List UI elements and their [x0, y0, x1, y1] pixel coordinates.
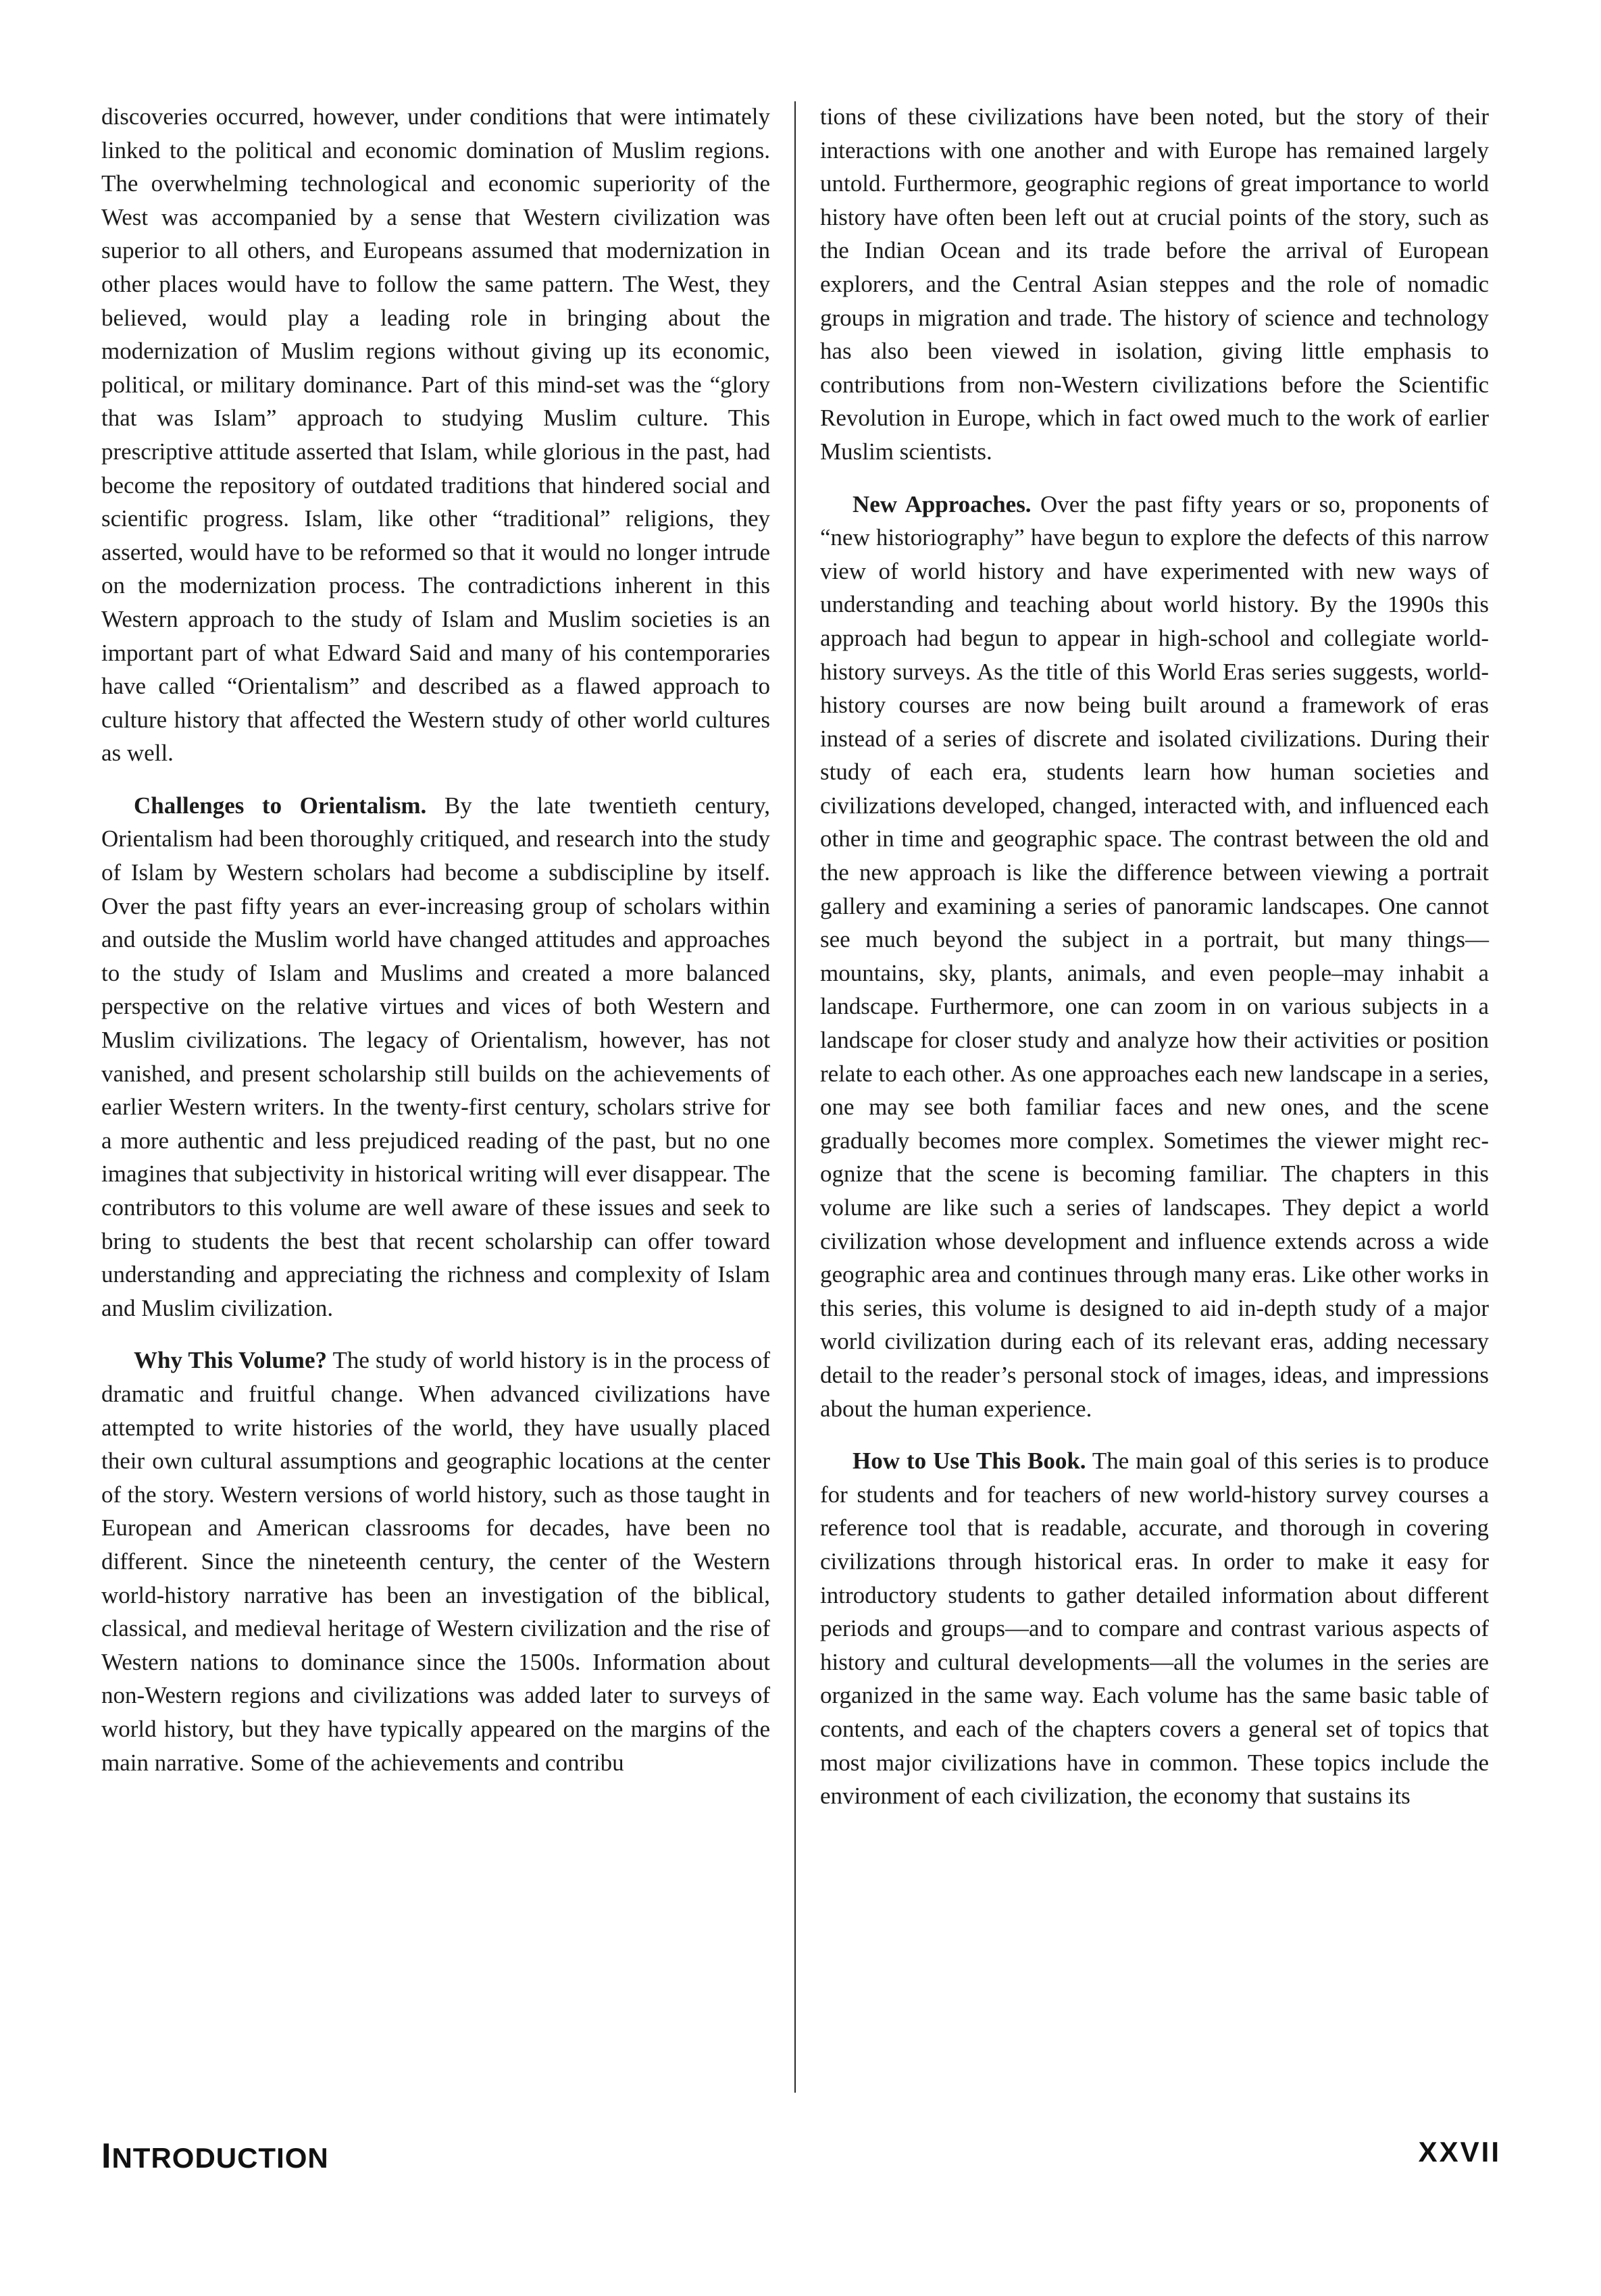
footer-section-rest: NTRODUCTION	[111, 2142, 329, 2174]
heading-challenges-to-orientalism: Challenges to Orientalism.	[134, 792, 427, 819]
column-divider	[794, 101, 796, 2093]
right-paragraph-1: tions of these civilizations have been noted, but the story of their interactions with one another and with Europe has remained largely untold. Furthermore, geographic regions of great importance to world history have often been left out at crucial points of the story, such as the Indian Ocean and its trade before the arrival of European explorers, and the Central Asian steppes and the role of nomadic groups in migration and trade. The history of science and technology has also been viewed in isolation, giving little emphasis to contributions from non-Western civilizations before the Scientific Revolution in Europe, which in fact owed much to the work of earlier Muslim scientists.	[820, 103, 1489, 465]
left-paragraph-1: discoveries occurred, however, under conditions that were intimately linked to the political and economic domination of Muslim regions. The overwhelming technological and economic superiority of the West was accompanied by a sense that Western civilization was superior to all others, and Europeans assumed that modernization in other places would have to follow the same pattern. The West, they believed, would play a leading role in bringing about the modernization of Muslim regions without giving up its economic, political, or military dominance. Part of this mind-set was the “glory that was Islam” approach to studying Muslim culture. This prescriptive attitude asserted that Islam, while glorious in the past, had become the repository of outdated traditions that hindered social and scientific progress. Islam, like other “traditional” religions, they asserted, would have to be reformed so that it would no longer intrude on the modernization process. The contradictions inherent in this Western approach to the study of Islam and Muslim societies is an important part of what Edward Said and many of his contemporaries have called “Orientalism” and described as a flawed approach to culture history that affected the Western study of other world cultures as well.	[101, 103, 770, 767]
right-paragraph-2-body: Over the past fifty years or so, proponents of “new historiography” have begun to explore the defects of this narrow view of world history and have experimented with new ways of understanding and teaching about world history. By the 1990s this approach had begun to appear in high-school and collegiate world-history surveys. As the title of this World Eras series suggests, world-history courses are now being built around a framework of eras instead of a series of discrete and isolated civilizations. During their study of each era, students learn how human societies and civilizations developed, changed, interacted with, and influenced each other in time and geographic space. The contrast between the old and the new approach is like the difference between viewing a portrait gallery and examining a series of panoramic landscapes. One cannot see much beyond the subject in a portrait, but many things—mountains, sky, plants, animals, and even people–may inhabit a landscape. Furthermore, one can zoom in on various subjects in a landscape for closer study and analyze how their activities or position relate to each other. As one approaches each new landscape in a series, one may see both familiar faces and new ones, and the scene gradually becomes more complex. Sometimes the viewer might recognize that the scene is becoming familiar. The chapters in this volume are like such a series of landscapes. They depict a world civilization whose development and influence extends across a wide geographic area and continues through many eras. Like other works in this series, this volume is designed to aid in-depth study of a major world civilization during each of its relevant eras, adding necessary detail to the reader’s personal stock of images, ideas, and impressions about the human experience.	[820, 490, 1489, 1422]
right-paragraph-3-body: The main goal of this series is to produce for students and for teachers of new world-history survey courses a reference tool that is readable, accurate, and thorough in covering civilizations through historical eras. In order to make it easy for introductory students to gather detailed information about different periods and groups—and to compare and contrast various aspects of history and cultural developments—all the volumes in the series are organized in the same way. Each volume has the same basic table of contents, and each of the chapters covers a general set of topics that most major civilizations have in common. These topics include the environment of each civilization, the economy that sustains its	[820, 1448, 1489, 1810]
heading-how-to-use-this-book: How to Use This Book.	[853, 1448, 1086, 1475]
page-number: XXVII	[1418, 2136, 1501, 2168]
heading-why-this-volume: Why This Volume?	[134, 1347, 327, 1374]
heading-new-approaches: New Approaches.	[853, 490, 1032, 517]
left-paragraph-2-body: By the late twentieth century, Orientalism had been thoroughly critiqued, and research into the study of Islam by Western scholars had become a subdiscipline by itself. Over the past fifty years an ever-increasing group of scholars within and outside the Muslim world have changed attitudes and approaches to the study of Islam and Muslims and created a more balanced perspective on the relative virtues and vices of both Western and Muslim civilizations. The legacy of Orientalism, however, has not vanished, and present scholarship still builds on the achievements of earlier Western writers. In the twenty-first century, scholars strive for a more authentic and less prejudiced reading of the past, but no one imagines that subjectivity in historical writing will ever disappear. The contributors to this volume are well aware of these issues and seek to bring to students the best that recent scholarship can offer toward understanding and appreciating the richness and complexity of Islam and Muslim civilization.	[101, 792, 770, 1321]
right-paragraph-3	[820, 1444, 1489, 1813]
left-paragraph-3-body: The study of world history is in the process of dramatic and fruitful change. When advanced civilizations have attempted to write histories of the world, they have usually placed their own cultural assumptions and geographic locations at the center of the story. Western versions of world history, such as those taught in European and American classrooms for decades, have been no different. Since the nineteenth century, the center of the Western world-history narrative has been an investigation of the biblical, classical, and medieval heritage of Western civilization and the rise of Western nations to dominance since the 1500s. Information about non-Western regions and civilizations was added later to surveys of world history, but they have typically appeared on the margins of the main narrative. Some of the achievements and contribu	[101, 1347, 770, 1776]
right-column	[820, 100, 1489, 1832]
left-column	[101, 100, 770, 1798]
running-footer-section	[101, 2136, 329, 2176]
right-paragraph-2	[820, 488, 1489, 1426]
left-paragraph-2	[101, 789, 770, 1325]
left-paragraph-3	[101, 1344, 770, 1779]
footer-section-initial: I	[101, 2137, 112, 2176]
